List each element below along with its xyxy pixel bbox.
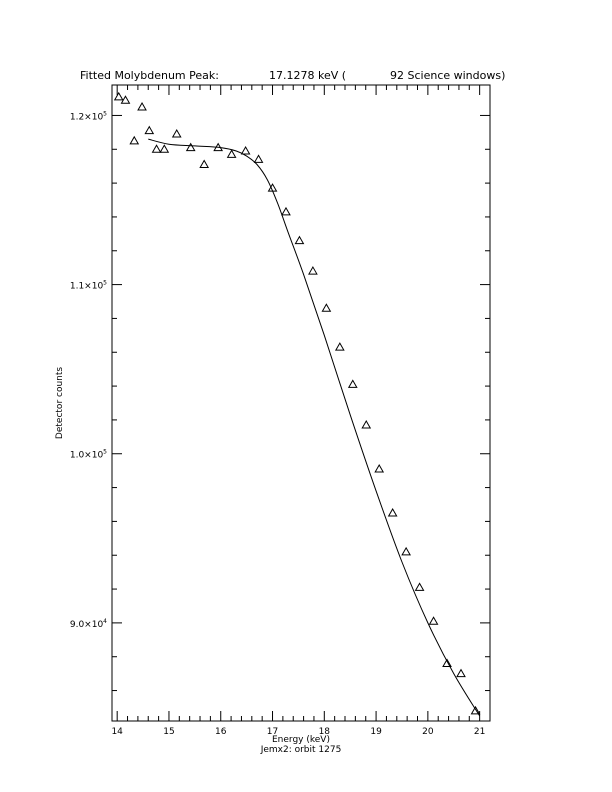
x-tick-label: 16 <box>215 727 227 737</box>
data-point-triangle <box>187 144 195 151</box>
y-tick-label: $1.2\times 10^5$ <box>69 110 107 123</box>
data-points <box>115 93 480 714</box>
x-tick-label: 20 <box>422 727 434 737</box>
y-tick-label: $9.0\times 10^4$ <box>69 617 107 630</box>
data-point-triangle <box>130 137 138 144</box>
chart-title-prefix: Fitted Molybdenum Peak: <box>80 69 219 82</box>
data-point-triangle <box>472 707 480 714</box>
data-point-triangle <box>173 130 181 137</box>
data-point-triangle <box>145 127 153 134</box>
data-point-triangle <box>255 155 263 162</box>
data-point-triangle <box>282 208 290 215</box>
x-tick-label: 17 <box>266 727 279 737</box>
x-ticks <box>111 85 490 737</box>
data-point-triangle <box>457 670 465 677</box>
y-tick-label: $1.0\times 10^5$ <box>69 448 107 461</box>
chart-title-windows: 92 Science windows) <box>390 69 506 82</box>
chart-title-energy: 17.1278 keV ( <box>269 69 347 82</box>
fit-curve <box>148 139 479 716</box>
data-point-triangle <box>430 617 438 624</box>
data-point-triangle <box>200 161 208 168</box>
data-point-triangle <box>375 465 383 472</box>
data-point-triangle <box>389 509 397 516</box>
data-point-triangle <box>416 583 424 590</box>
data-point-triangle <box>322 304 330 311</box>
x-axis-label: Energy (keV) <box>272 735 330 745</box>
data-point-triangle <box>228 150 236 157</box>
x-tick-label: 15 <box>163 727 175 737</box>
y-ticks <box>70 110 490 690</box>
data-point-triangle <box>138 103 146 110</box>
data-point-triangle <box>242 147 250 154</box>
y-axis-label: Detector counts <box>55 366 65 440</box>
data-point-triangle <box>309 267 317 274</box>
plot-frame <box>112 85 490 721</box>
x-tick-label: 18 <box>318 727 331 737</box>
x-tick-label: 19 <box>370 727 382 737</box>
data-point-triangle <box>153 145 161 152</box>
data-point-triangle <box>336 343 344 350</box>
x-tick-label: 14 <box>111 727 123 737</box>
data-point-triangle <box>160 145 168 152</box>
data-point-triangle <box>295 237 303 244</box>
x-tick-label: 21 <box>473 727 486 737</box>
data-point-triangle <box>362 421 370 428</box>
data-point-triangle <box>115 93 123 100</box>
footer-orbit: Jemx2: orbit 1275 <box>260 745 342 755</box>
data-point-triangle <box>349 380 357 387</box>
data-point-triangle <box>402 548 410 555</box>
y-tick-label: $1.1\times 10^5$ <box>69 279 107 292</box>
